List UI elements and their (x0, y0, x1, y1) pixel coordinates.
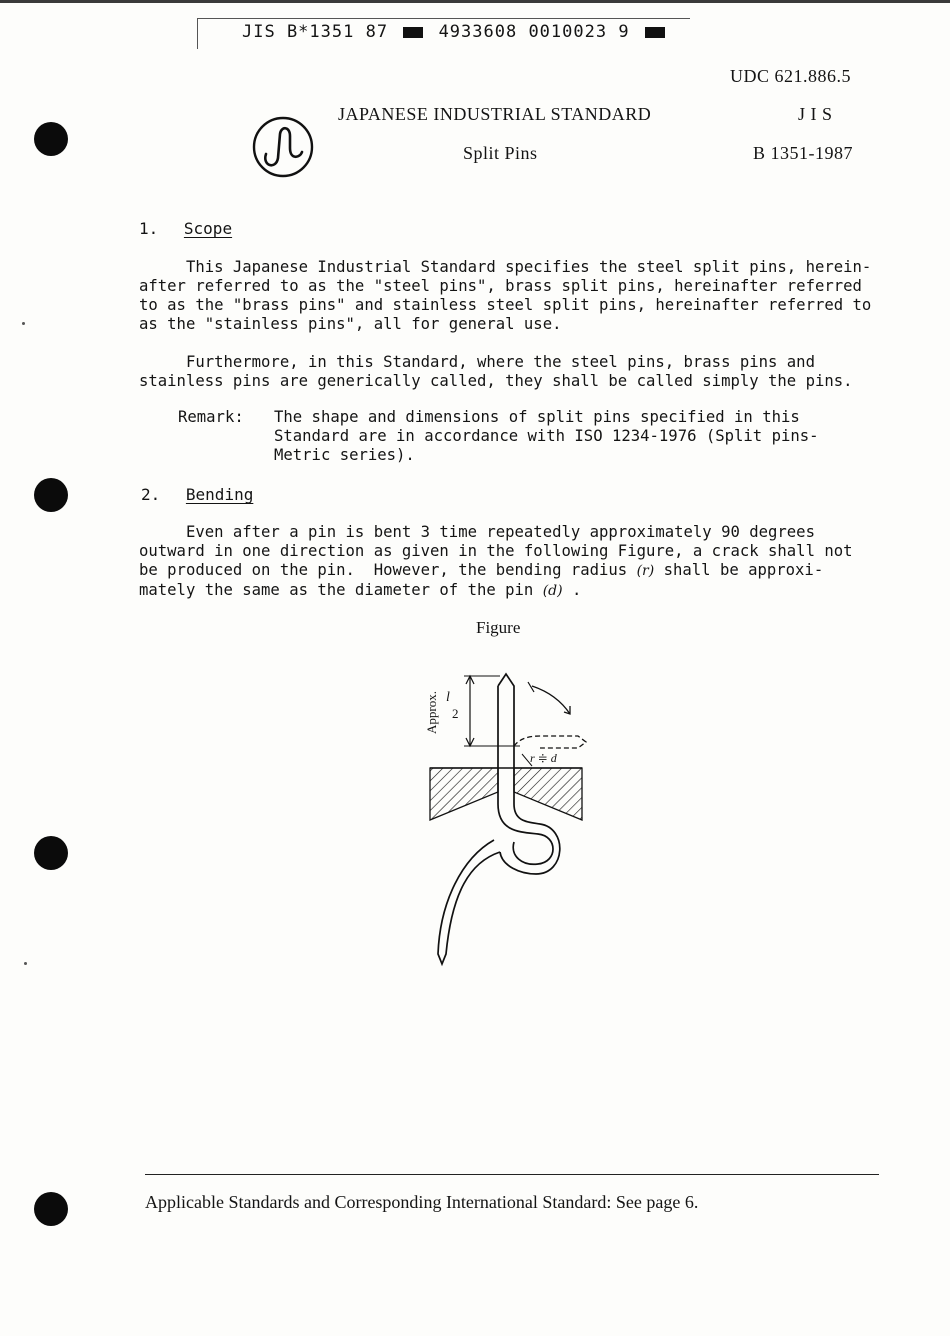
punch-hole (34, 836, 68, 870)
jis-label: J I S (798, 104, 833, 124)
redaction-block (403, 27, 423, 38)
remark-label: Remark: (178, 408, 244, 426)
text-line: Even after a pin is bent 3 time repeatedly approximately 90 degrees (139, 523, 815, 541)
section-1-heading (139, 219, 232, 238)
jis-mark-logo (250, 114, 318, 180)
approx-label: Approx. (424, 691, 439, 734)
text-segment: be produced on the pin. However, the bending radius (139, 561, 628, 579)
text-line: Metric series). (274, 446, 415, 464)
text-line (139, 561, 853, 581)
text-line: This Japanese Industrial Standard specifies the steel split pins, herein- (139, 258, 872, 276)
two-label: 2 (452, 706, 459, 721)
left-clamp-block (430, 768, 498, 820)
bent-position-outline (514, 736, 586, 748)
header-code-part2: 4933608 0010023 9 (438, 22, 630, 42)
symbol-d: (d) (542, 583, 563, 599)
scope-paragraph-2 (139, 353, 853, 391)
text-segment: shall be approxi- (663, 561, 824, 579)
section-2-title: Bending (185, 485, 254, 504)
figure-caption: Figure (476, 618, 521, 637)
bending-paragraph (139, 523, 853, 601)
header-code-part1: JIS B*1351 87 (242, 22, 389, 42)
text-line: as the "stainless pins", all for general use. (139, 315, 562, 333)
text-line: to as the "brass pins" and stainless steel split pins, hereinafter referred to (139, 296, 872, 314)
text-line: Standard are in accordance with ISO 1234-1976 (Split pins- (274, 427, 819, 445)
header-code (242, 22, 669, 42)
text-line: outward in one direction as given in the following Figure, a crack shall not (139, 542, 853, 560)
udc-number: UDC 621.886.5 (730, 66, 852, 86)
footer-rule (145, 1174, 879, 1175)
speck (22, 322, 25, 325)
scan-top-edge (0, 0, 950, 3)
pin-upright-leg (498, 674, 514, 804)
text-segment: . (571, 581, 582, 599)
pin-eye-outer (498, 804, 553, 864)
text-line (139, 581, 853, 601)
punch-hole (34, 122, 68, 156)
section-1-number: 1. (139, 219, 159, 238)
section-2-heading (141, 485, 253, 504)
text-line: Furthermore, in this Standard, where the steel pins, brass pins and (139, 353, 815, 371)
radius-label: r ≑ d (530, 751, 557, 765)
footer-note: Applicable Standards and Corresponding International Standard: See page 6. (145, 1192, 699, 1212)
doc-number: B 1351-1987 (753, 143, 853, 163)
punch-hole (34, 1192, 68, 1226)
text-line: after referred to as the "steel pins", brass split pins, hereinafter referred (139, 277, 862, 295)
speck (24, 962, 27, 965)
text-segment: mately the same as the diameter of the pin (139, 581, 534, 599)
pin-lower-leg (438, 840, 500, 964)
section-1-title: Scope (183, 219, 233, 238)
doc-title: Split Pins (463, 143, 538, 163)
text-line: stainless pins are generically called, they shall be called simply the pins. (139, 372, 853, 390)
bend-direction-arc (532, 686, 570, 714)
right-clamp-block (514, 768, 582, 820)
section-2-number: 2. (141, 485, 161, 504)
punch-hole (34, 478, 68, 512)
remark-text (274, 408, 819, 465)
redaction-block (645, 27, 665, 38)
symbol-r: (r) (636, 563, 655, 579)
standard-label: JAPANESE INDUSTRIAL STANDARD (338, 104, 652, 124)
text-line: The shape and dimensions of split pins specified in this (274, 408, 800, 426)
scope-paragraph-1 (139, 258, 871, 334)
l-label: l (446, 690, 450, 705)
